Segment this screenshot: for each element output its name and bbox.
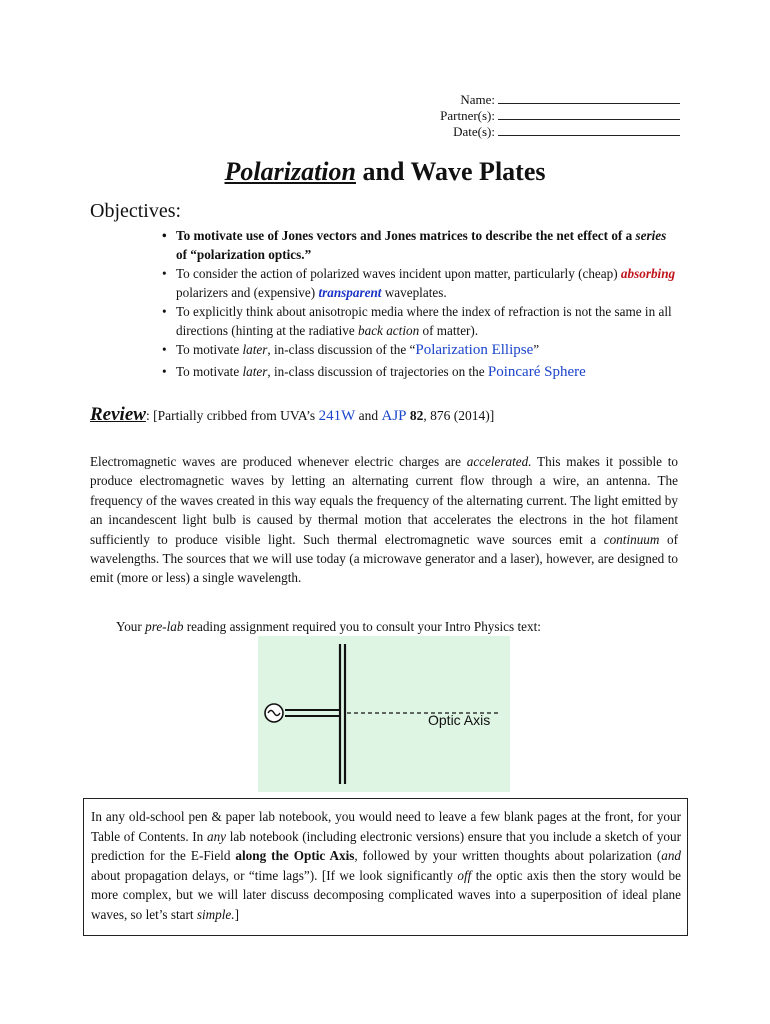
objective-item: • To motivate later, in-class discussion of the “Polarization Ellipse” xyxy=(160,340,680,360)
objective-item: • To motivate use of Jones vectors and Jones matrices to describe the net effect of a series of “polarization optics.” xyxy=(160,226,680,264)
optic-axis-label: Optic Axis xyxy=(428,712,491,728)
objective-item: • To motivate later, in-class discussion of trajectories on the Poincaré Sphere xyxy=(160,362,680,382)
name-label: Name: xyxy=(460,92,495,107)
prelab-sentence: Your pre-lab reading assignment required you to consult your Intro Physics text: xyxy=(116,619,541,634)
objectives-heading: Objectives: xyxy=(90,200,182,222)
objective-item: • To explicitly think about anisotropic media where the index of refraction is not the same in all directions (hinting at the radiative back action of matter). xyxy=(160,302,680,340)
transparent-term: transparent xyxy=(318,285,382,300)
absorbing-term: absorbing xyxy=(620,266,676,281)
body-paragraph: Electromagnetic waves are produced whenever electric charges are accelerated. This makes it possible to produce electromagnetic waves by letting an alternating current flow through a wire, an antenna. The frequency of the waves created in this way equals the frequency of the alternating current. The light emitted by an incandescent light bulb is caused by thermal motion that accelerates the electrons in the hot filament sufficiently to produce visible light. Such thermal electromagnetic wave sources emit a continuum of wavelengths. The sources that we will use today (a microwave generator and a laser), however, are designed to emit (more or less) a single wavelength. xyxy=(90,454,678,586)
dates-field-row xyxy=(453,124,680,140)
polarization-ellipse-link[interactable]: Polarization Ellipse xyxy=(415,342,534,358)
objective-item: • To consider the action of polarized waves incident upon matter, particularly (cheap) absorbing polarizers and (expensive) transparent waveplates. xyxy=(160,264,680,302)
partners-field-row xyxy=(440,108,680,124)
name-blank[interactable] xyxy=(498,92,680,104)
dates-label: Date(s): xyxy=(453,124,495,139)
link-ajp[interactable]: AJP xyxy=(381,408,407,424)
title-rest: and Wave Plates xyxy=(356,157,546,186)
poincare-sphere-link[interactable]: Poincaré Sphere xyxy=(487,364,586,380)
antenna-figure xyxy=(258,636,510,792)
page-title xyxy=(0,157,770,187)
link-241w[interactable]: 241W xyxy=(318,408,356,424)
review-line: Review: [Partially cribbed from UVA’s 241W and AJP 82, 876 (2014)] xyxy=(90,404,495,425)
dates-blank[interactable] xyxy=(498,124,680,136)
objectives-list xyxy=(160,226,680,382)
partners-label: Partner(s): xyxy=(440,108,495,123)
notebook-note-box: In any old-school pen & paper lab notebook, you would need to leave a few blank pages at the front, for your Table of Contents. In any lab notebook (including electronic versions) ensure that you include a sketch of your prediction for the E-Field along the Optic Axis, followed by your written thoughts about polarization (and about propagation delays, or “time lags”). [If we look significantly off the optic axis then the story would be more complex, but we will later discuss decomposing complicated waves into a superposition of ideal plane waves, so let’s start simple.] xyxy=(83,798,688,936)
title-polarization: Polarization xyxy=(224,157,356,186)
antenna-diagram xyxy=(258,636,510,792)
review-heading: Review xyxy=(90,404,146,425)
name-field-row xyxy=(460,92,680,108)
partners-blank[interactable] xyxy=(498,108,680,120)
